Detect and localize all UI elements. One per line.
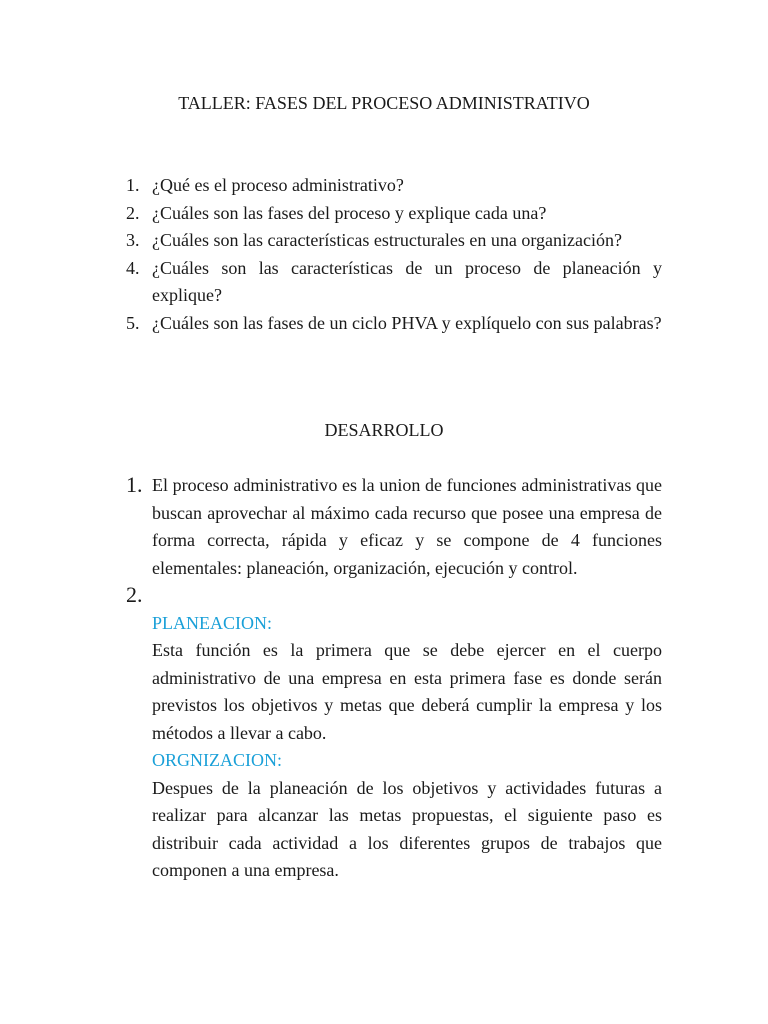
answer-item [126, 472, 662, 582]
question-text: ¿Cuáles son las características de un proceso de planeación y explique? [152, 257, 662, 305]
phase-heading-planeacion: PLANEACION: [152, 612, 272, 633]
question-text: ¿Cuáles son las fases de un ciclo PHVA y explíquelo con sus palabras? [152, 312, 662, 333]
answer-number: 1. [126, 472, 143, 497]
answer-list [126, 472, 662, 885]
phase-text-planeacion: Esta función es la primera que se debe ejercer en el cuerpo administrativo de una empresa en esta primera fase es donde serán previstos los objetivos y metas que deberá cumplir la empresa y los métodos a llevar a cabo. [152, 640, 662, 743]
question-number: 1. [126, 175, 140, 195]
answer-spacer [152, 582, 662, 610]
question-number: 4. [126, 257, 140, 278]
question-text: ¿Qué es el proceso administrativo? [152, 175, 404, 195]
question-text: ¿Cuáles son las fases del proceso y explique cada una? [152, 202, 547, 223]
question-item [126, 227, 662, 255]
phase-text-organizacion: Despues de la planeación de los objetivos y actividades futuras a realizar para alcanzar las metas propuestas, el siguiente paso es distribuir cada actividad a los diferentes grupos de trabajos que componen a una empresa. [152, 777, 662, 880]
question-number: 5. [126, 312, 140, 333]
answer-number: 2. [126, 582, 143, 607]
question-number: 2. [126, 202, 140, 223]
question-item [126, 255, 662, 310]
document-title: TALLER: FASES DEL PROCESO ADMINISTRATIVO [178, 93, 590, 113]
question-text: ¿Cuáles son las características estructurales en una organización? [152, 230, 622, 250]
development-heading: DESARROLLO [324, 420, 444, 440]
phase-heading-organizacion: ORGNIZACION: [152, 750, 282, 770]
question-list [126, 172, 662, 337]
question-number: 3. [126, 230, 140, 250]
answer-item [126, 582, 662, 885]
question-item [126, 310, 662, 338]
question-item [126, 172, 662, 200]
answer-text: El proceso administrativo es la union de funciones administrativas que buscan aprovechar al máximo cada recurso que posee una empresa de forma correcta, rápida y eficaz y se compone de 4 funciones elementales: planeación, organización, ejecución y control. [152, 475, 662, 578]
question-item [126, 200, 662, 228]
